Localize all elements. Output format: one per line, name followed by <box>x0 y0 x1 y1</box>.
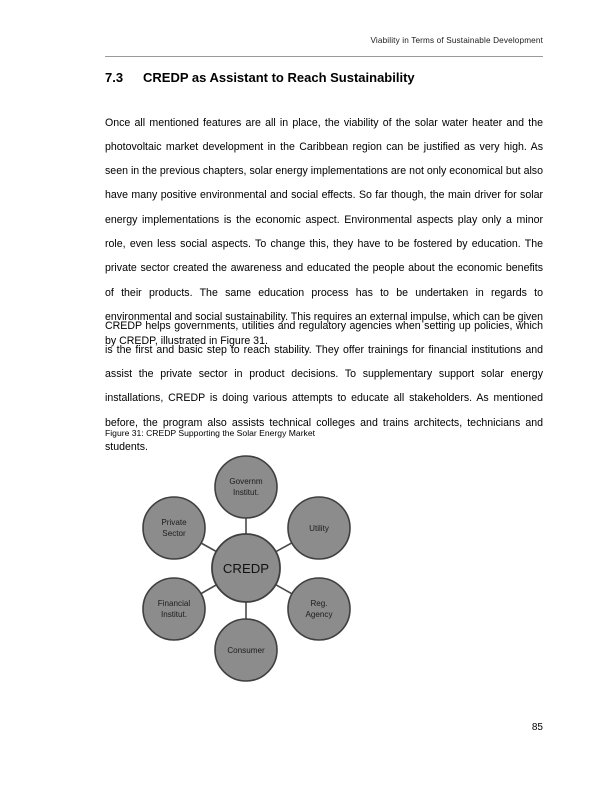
node-label-line2: Agency <box>305 610 333 619</box>
node-label-line1: Utility <box>309 524 329 533</box>
section-number: 7.3 <box>105 70 124 85</box>
node-private-sector <box>143 497 205 559</box>
figure-31-credp-diagram <box>105 448 543 698</box>
node-label-line2: Sector <box>162 529 186 538</box>
node-circle <box>143 497 205 559</box>
header-divider <box>105 56 543 57</box>
hub-label: CREDP <box>222 561 270 576</box>
node-circle <box>143 578 205 640</box>
node-label-line1: Consumer <box>227 646 265 655</box>
node-consumer <box>215 619 277 681</box>
figure-caption: Figure 31: CREDP Supporting the Solar Energy Market <box>105 428 316 438</box>
page-number: 85 <box>531 722 543 733</box>
node-circle <box>288 578 350 640</box>
node-label-line1: Private <box>161 518 187 527</box>
node-reg-agency <box>288 578 350 640</box>
node-financial-institutions <box>143 578 205 640</box>
node-label-line1: Governm <box>229 477 263 486</box>
node-label-line1: Reg. <box>310 599 328 608</box>
section-heading <box>105 70 543 85</box>
section-title: CREDP as Assistant to Reach Sustainability <box>143 70 415 85</box>
running-header: Viability in Terms of Sustainable Development <box>370 36 543 45</box>
node-label-line2: Institut. <box>160 610 188 619</box>
node-government-institutions <box>215 456 277 518</box>
node-credp-hub <box>212 534 280 602</box>
node-circle <box>215 456 277 518</box>
node-label-line2: Institut. <box>232 488 260 497</box>
body-paragraph-2: CREDP helps governments, utilities and regulatory agencies when setting up policies, which is the first and basic step to reach stability. They offer trainings for financial institutions and assist the private sector in product decisions. To supplementary support solar energy installations, CREDP is doing various attempts to educate all stakeholders. As mentioned before, the program also assists technical colleges and trains architects, technicians and students. <box>105 319 543 454</box>
node-label-line1: Financial <box>157 599 191 608</box>
body-paragraph-1: Once all mentioned features are all in place, the viability of the solar water heater and the photovoltaic market development in the Caribbean region can be justified as very high. As seen in the previous chapters, solar energy implementations are not only economical but also have many positive environmental and social effects. So far though, the main driver for solar energy implementations is the economic aspect. Environmental aspects play only a minor role, even less social aspects. To change this, they have to be fostered by education. The private sector created the awareness and educated the people about the economic benefits of their products. The same education process has to be undertaken in regards to environmental and social sustainability. This requires an external impulse, which can be given by CREDP, illustrated in Figure 31. <box>105 116 543 348</box>
node-utility <box>288 497 350 559</box>
